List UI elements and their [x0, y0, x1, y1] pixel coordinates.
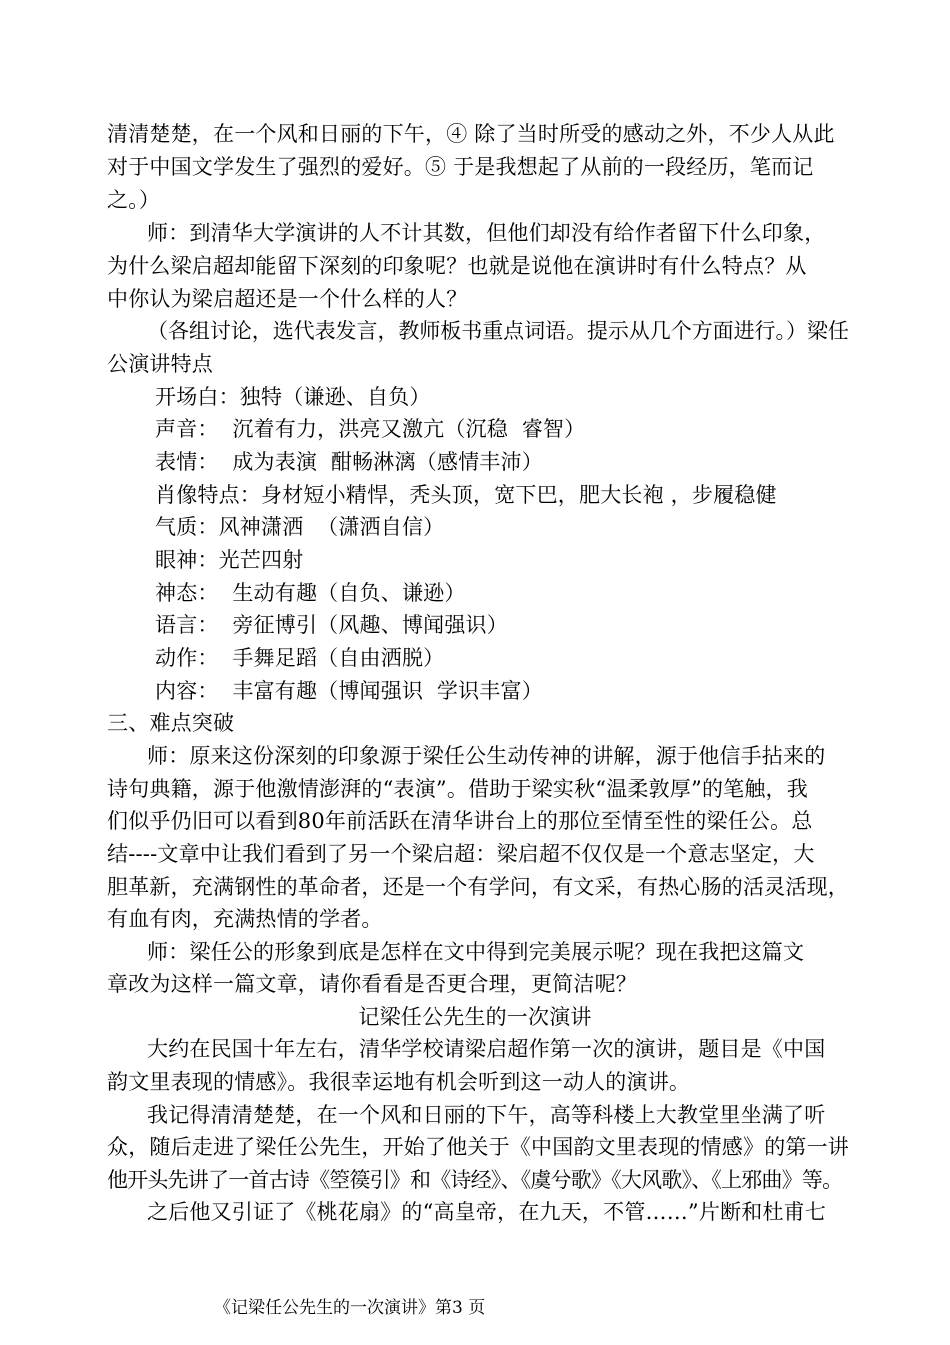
feature-item: 神态： 生动有趣（自负、谦逊）	[155, 581, 466, 605]
feature-item: 气质：风神潇洒 （潇洒自信）	[155, 515, 445, 539]
feature-item: 眼神：光芒四射	[155, 548, 304, 572]
text-line: 们似乎仍旧可以看到80年前活跃在清华讲台上的那位至情至性的梁任公。总	[107, 809, 813, 833]
feature-item: 开场白：独特（谦逊、自负）	[155, 385, 431, 409]
paragraph-line: （各组讨论，选代表发言，教师板书重点词语。提示从几个方面进行。）梁任	[147, 319, 849, 343]
text-line: 诗句典籍，源于他激情澎湃的“表演”。借助于梁实秋“温柔敦厚”的笔触，我	[107, 777, 808, 801]
text-line: 他开头先讲了一首古诗《箜篌引》和《诗经》、《虞兮歌》《大风歌》、《上邪曲》等。	[107, 1168, 843, 1192]
article-title: 记梁任公先生的一次演讲	[358, 1005, 592, 1029]
feature-item: 肖像特点：身材短小精悍，秃头顶，宽下巴，肥大长袍 ，步履稳健	[155, 483, 777, 507]
text-line: 韵文里表现的情感》。我很幸运地有机会听到这一动人的演讲。	[107, 1070, 691, 1094]
text-line: 章改为这样一篇文章，请你看看是否更合理，更简洁呢？	[107, 972, 637, 996]
paragraph-line: 师：到清华大学演讲的人不计其数，但他们却没有给作者留下什么印象，	[147, 221, 826, 245]
paragraph-line: 师：梁任公的形象到底是怎样在文中得到完美展示呢？现在我把这篇文	[147, 940, 805, 964]
text-line: 之。）	[107, 188, 161, 212]
paragraph-line: 师：原来这份深刻的印象源于梁任公生动传神的讲解，源于他信手拈来的	[147, 744, 826, 768]
feature-item: 动作： 手舞足蹈（自由洒脱）	[155, 646, 445, 670]
page-footer: 《记梁任公先生的一次演讲》第3 页	[214, 1298, 486, 1318]
paragraph-line: 我记得清清楚楚，在一个风和日丽的下午，高等科楼上大教堂里坐满了听	[147, 1103, 826, 1127]
feature-item: 表情： 成为表演 酣畅淋漓（感情丰沛）	[155, 450, 543, 474]
text-line: 胆革新，充满钢性的革命者，还是一个有学问，有文采，有热心肠的活灵活现，	[107, 875, 849, 899]
paragraph-line: 大约在民国十年左右，清华学校请梁启超作第一次的演讲，题目是《中国	[147, 1037, 826, 1061]
feature-item: 内容： 丰富有趣（博闻强识 学识丰富）	[155, 679, 543, 703]
text-line: 对于中国文学发生了强烈的爱好。⑤ 于是我想起了从前的一段经历，笔而记	[107, 155, 814, 179]
text-line: 清清楚楚，在一个风和日丽的下午，④ 除了当时所受的感动之外，不少人从此	[107, 122, 835, 146]
section-heading: 三、难点突破	[107, 711, 235, 735]
text-line: 有血有肉，充满热情的学者。	[107, 907, 383, 931]
text-line: 中你认为梁启超还是一个什么样的人？	[107, 287, 468, 311]
text-line: 众，随后走进了梁任公先生，开始了他关于《中国韵文里表现的情感》的第一讲	[107, 1135, 849, 1159]
feature-item: 声音： 沉着有力，洪亮又激亢（沉稳 睿智）	[155, 417, 586, 441]
text-line: 为什么梁启超却能留下深刻的印象呢？也就是说他在演讲时有什么特点？从	[107, 254, 807, 278]
text-line: 公演讲特点	[107, 352, 213, 376]
feature-item: 语言： 旁征博引（风趣、博闻强识）	[155, 613, 508, 637]
paragraph-line: 之后他又引证了《桃花扇》的“高皇帝，在九天，不管……”片断和杜甫七	[147, 1200, 827, 1224]
text-line: 结----文章中让我们看到了另一个梁启超：梁启超不仅仅是一个意志坚定，大	[107, 842, 815, 866]
